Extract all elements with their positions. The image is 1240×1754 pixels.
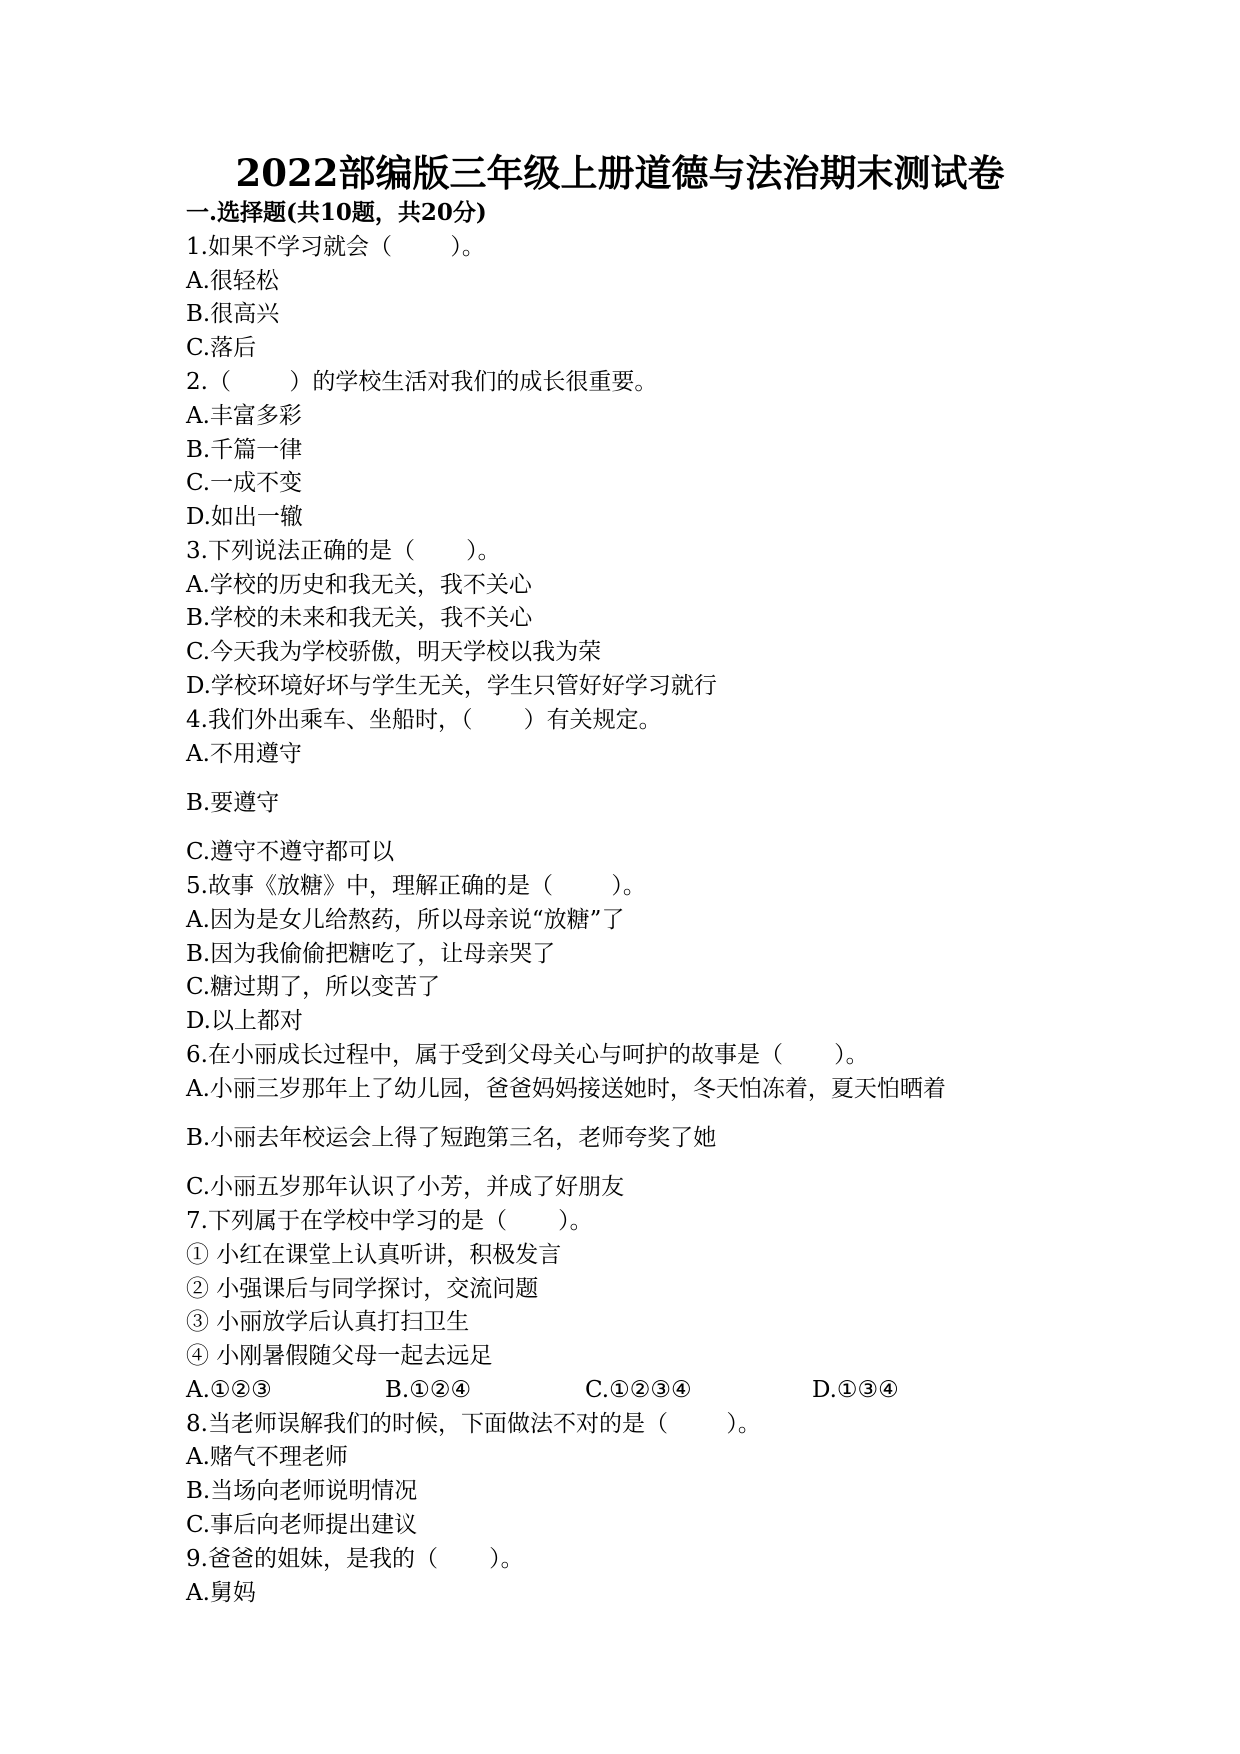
question-7: 7.下列属于在学校中学习的是（ ）。 [186, 1208, 593, 1234]
q3-option-d: D.学校环境好坏与学生无关，学生只管好好学习就行 [186, 673, 717, 699]
q5-option-d: D.以上都对 [186, 1008, 303, 1034]
q7-statement-1: ① 小红在课堂上认真听讲，积极发言 [186, 1242, 562, 1268]
q6-option-b: B.小丽去年校运会上得了短跑第三名，老师夸奖了她 [186, 1125, 717, 1151]
q1-option-a: A.很轻松 [186, 268, 279, 294]
question-5: 5.故事《放糖》中，理解正确的是（ ）。 [186, 873, 646, 899]
question-9: 9.爸爸的姐妹，是我的（ ）。 [186, 1546, 524, 1572]
q7-option-b: B.①②④ [385, 1377, 472, 1403]
q2-option-d: D.如出一辙 [186, 504, 303, 530]
q7-statement-2: ② 小强课后与同学探讨，交流问题 [186, 1276, 539, 1302]
question-6: 6.在小丽成长过程中，属于受到父母关心与呵护的故事是（ ）。 [186, 1042, 869, 1068]
q3-option-a: A.学校的历史和我无关，我不关心 [186, 572, 532, 598]
q5-option-c: C.糖过期了，所以变苦了 [186, 974, 441, 1000]
question-4: 4.我们外出乘车、坐船时，（ ）有关规定。 [186, 707, 662, 733]
q7-statement-4: ④ 小刚暑假随父母一起去远足 [186, 1343, 493, 1369]
q3-option-b: B.学校的未来和我无关，我不关心 [186, 605, 533, 631]
q1-option-c: C.落后 [186, 335, 257, 361]
q7-statement-3: ③ 小丽放学后认真打扫卫生 [186, 1309, 470, 1335]
q6-option-c: C.小丽五岁那年认识了小芳，并成了好朋友 [186, 1174, 625, 1200]
q2-option-b: B.千篇一律 [186, 437, 303, 463]
q7-option-a: A.①②③ [186, 1377, 272, 1403]
q2-option-c: C.一成不变 [186, 470, 303, 496]
q5-option-a: A.因为是女儿给熬药，所以母亲说“放糖”了 [186, 907, 625, 933]
q5-option-b: B.因为我偷偷把糖吃了，让母亲哭了 [186, 941, 556, 967]
q4-option-c: C.遵守不遵守都可以 [186, 839, 395, 865]
q8-option-a: A.赌气不理老师 [186, 1444, 348, 1470]
q7-option-d: D.①③④ [812, 1377, 899, 1403]
q6-option-a: A.小丽三岁那年上了幼儿园，爸爸妈妈接送她时，冬天怕冻着，夏天怕晒着 [186, 1076, 946, 1102]
q8-option-c: C.事后向老师提出建议 [186, 1512, 418, 1538]
section-heading: 一.选择题(共10题，共20分) [186, 199, 487, 226]
page-title: 2022部编版三年级上册道德与法治期末测试卷 [235, 151, 1005, 195]
question-2: 2.（ ）的学校生活对我们的成长很重要。 [186, 369, 658, 395]
q1-option-b: B.很高兴 [186, 301, 280, 327]
question-8: 8.当老师误解我们的时候，下面做法不对的是（ ）。 [186, 1411, 761, 1437]
q2-option-a: A.丰富多彩 [186, 403, 302, 429]
q3-option-c: C.今天我为学校骄傲，明天学校以我为荣 [186, 639, 602, 665]
q8-option-b: B.当场向老师说明情况 [186, 1478, 418, 1504]
q7-option-c: C.①②③④ [585, 1377, 692, 1403]
q4-option-a: A.不用遵守 [186, 741, 302, 767]
q9-option-a: A.舅妈 [186, 1580, 256, 1606]
question-3: 3.下列说法正确的是（ ）。 [186, 538, 501, 564]
question-1: 1.如果不学习就会（ ）。 [186, 234, 485, 260]
q4-option-b: B.要遵守 [186, 790, 280, 816]
